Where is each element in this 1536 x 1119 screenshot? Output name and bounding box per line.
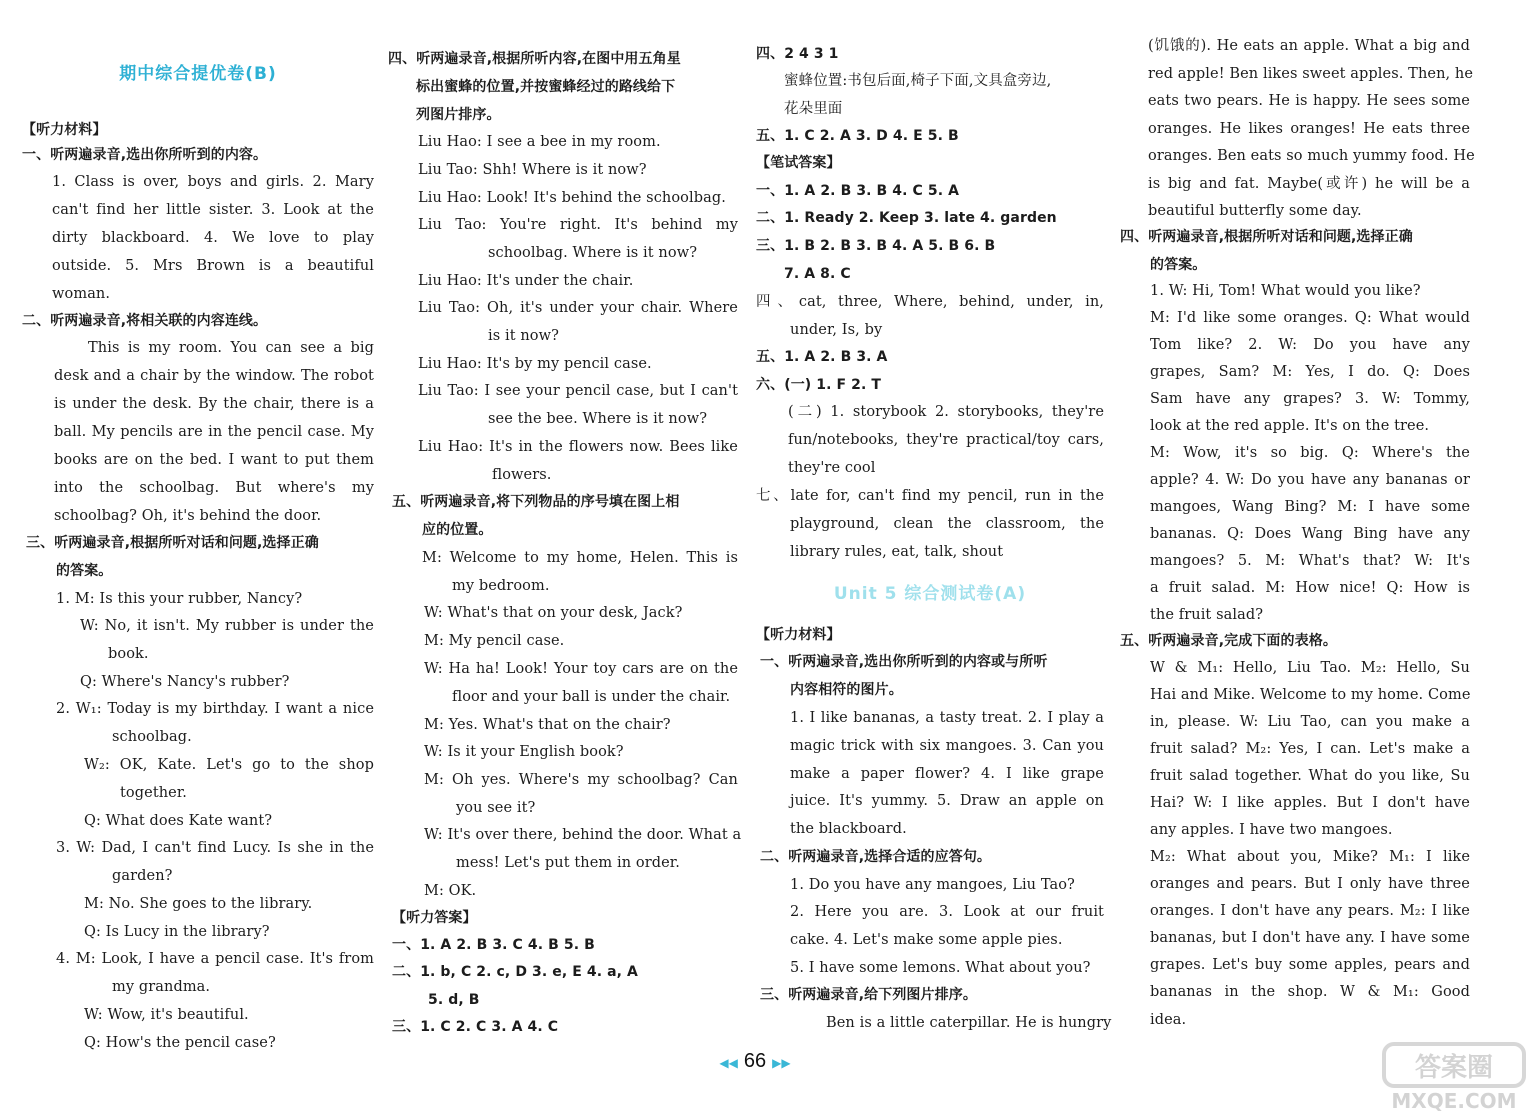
text-line: 1. I like bananas, a tasty treat. 2. I play a	[790, 710, 1104, 726]
prev-arrows-icon: ◀◀	[719, 1056, 738, 1070]
text-line: bananas, but I don't have any. I have some	[1150, 930, 1470, 946]
text-line: they're cool	[788, 460, 876, 476]
text-line: W: Is it your English book?	[424, 744, 624, 760]
section-heading: 的答案。	[56, 563, 113, 579]
text-line: dirty blackboard. 4. We love to play	[52, 230, 374, 246]
text-line: W: What's that on your desk, Jack?	[424, 605, 683, 621]
text-line: 5. I have some lemons. What about you?	[790, 960, 1091, 976]
text-line: W & M₁: Hello, Liu Tao. M₂: Hello, Su	[1150, 660, 1470, 676]
text-line: the fruit salad?	[1150, 607, 1264, 623]
text-line: W: Wow, it's beautiful.	[84, 1007, 249, 1023]
text-line: M: My pencil case.	[424, 633, 565, 649]
text-line: red apple! Ben likes sweet apples. Then, he	[1148, 66, 1474, 82]
text-line: grapes, Sam? M: Yes, I do. Q: Does	[1150, 364, 1470, 380]
text-line: 二、1. Ready 2. Keep 3. late 4. garden	[756, 210, 1057, 226]
text-line: 1. Do you have any mangoes, Liu Tao?	[790, 877, 1075, 893]
section-heading: 的答案。	[1150, 257, 1207, 273]
text-line: my bedroom.	[452, 578, 550, 594]
text-line: flowers.	[492, 467, 552, 483]
text-line: is under the desk. By the chair, there is a	[54, 396, 374, 412]
text-line: fun/notebooks, they're practical/toy cars,	[788, 432, 1104, 448]
text-line: 六、(一) 1. F 2. T	[756, 377, 882, 393]
text-line: Liu Hao: I see a bee in my room.	[418, 134, 661, 150]
text-line: 七、late for, can't find my pencil, run in the	[756, 488, 1104, 504]
text-line: beautiful butterfly some day.	[1148, 203, 1362, 219]
text-line: 五、1. A 2. B 3. A	[756, 349, 888, 365]
section-heading: 二、听两遍录音,选择合适的应答句。	[760, 849, 992, 865]
text-line: bananas. Q: Does Wang Bing have any	[1150, 526, 1470, 542]
text-line: W₂: OK, Kate. Let's go to the shop	[84, 757, 374, 773]
text-line: 2. Here you are. 3. Look at our fruit	[790, 904, 1104, 920]
text-line: schoolbag.	[112, 729, 192, 745]
text-line: 四、cat, three, Where, behind, under, in,	[756, 294, 1104, 310]
text-line: the blackboard.	[790, 821, 907, 837]
text-line: 三、1. B 2. B 3. B 4. A 5. B 6. B	[756, 238, 996, 254]
text-line: Liu Tao: Oh, it's under your chair. Where	[418, 300, 738, 316]
text-line: fruit salad? M₂: Yes, I can. Let's make a	[1150, 741, 1470, 757]
text-line: M: Yes. What's that on the chair?	[424, 717, 671, 733]
text-line: Liu Hao: Look! It's behind the schoolbag.	[418, 190, 726, 206]
text-line: is big and fat. Maybe(或许) he will be a	[1148, 176, 1470, 192]
text-line: woman.	[52, 286, 111, 302]
text-line: into the schoolbag. But where's my	[54, 480, 374, 496]
page-footer	[700, 1050, 810, 1080]
text-line: Hai? W: I like apples. But I don't have	[1150, 795, 1470, 811]
text-line: 7. A 8. C	[784, 266, 851, 282]
text-line: Ben is a little caterpillar. He is hungry	[826, 1015, 1112, 1031]
text-line: floor and your ball is under the chair.	[452, 689, 731, 705]
section-heading: 标出蜜蜂的位置,并按蜜蜂经过的路线给下	[416, 79, 676, 95]
text-line: 四、2 4 3 1	[756, 46, 839, 62]
text-line: Liu Hao: It's in the flowers now. Bees like	[418, 439, 738, 455]
page-number: 66	[743, 1050, 767, 1072]
text-line: magic trick with six mangoes. 3. Can you	[790, 738, 1104, 754]
text-line: any apples. I have two mangoes.	[1150, 822, 1393, 838]
text-line: (饥饿的). He eats an apple. What a big and	[1148, 38, 1470, 54]
text-line: 二、1. b, C 2. c, D 3. e, E 4. a, A	[392, 964, 638, 980]
text-line: M: Welcome to my home, Helen. This is	[422, 550, 738, 566]
text-line: W: It's over there, behind the door. What a	[424, 827, 742, 843]
section-heading: 【笔试答案】	[756, 155, 841, 171]
text-line: M: Oh yes. Where's my schoolbag? Can	[424, 772, 738, 788]
text-line: grapes. Let's buy some apples, pears and	[1150, 957, 1470, 973]
text-line: can't find her little sister. 3. Look at the	[52, 202, 374, 218]
text-line: ball. My pencils are in the pencil case. My	[54, 424, 374, 440]
text-line: Tom like? 2. W: Do you have any	[1150, 337, 1470, 353]
section-heading: 五、听两遍录音,完成下面的表格。	[1120, 633, 1337, 649]
text-line: 三、1. C 2. C 3. A 4. C	[392, 1019, 559, 1035]
text-line: Q: Where's Nancy's rubber?	[80, 674, 290, 690]
section-heading: 【听力答案】	[392, 910, 477, 926]
section-heading: 应的位置。	[422, 522, 493, 538]
section-heading: 五、听两遍录音,将下列物品的序号填在图上相	[392, 494, 680, 510]
text-line: This is my room. You can see a big	[88, 340, 374, 356]
text-line: eats two pears. He is happy. He sees some	[1148, 93, 1470, 109]
text-line: oranges. I don't have any pears. M₂: I like	[1150, 903, 1470, 919]
text-line: schoolbag? Oh, it's behind the door.	[54, 508, 322, 524]
text-line: oranges. He likes oranges! He eats three	[1148, 121, 1470, 137]
text-line: oranges and pears. But I only have three	[1150, 876, 1470, 892]
section-title: Unit 5 综合测试卷(A)	[833, 584, 1027, 604]
text-line: Q: What does Kate want?	[84, 813, 273, 829]
text-line: outside. 5. Mrs Brown is a beautiful	[52, 258, 374, 274]
next-arrows-icon: ▶▶	[772, 1056, 791, 1070]
text-line: Liu Tao: You're right. It's behind my	[418, 217, 738, 233]
section-heading: 一、听两遍录音,选出你所听到的内容。	[22, 147, 268, 163]
section-heading: 内容相符的图片。	[790, 682, 903, 698]
text-line: 4. M: Look, I have a pencil case. It's from	[56, 951, 374, 967]
text-line: is it now?	[488, 328, 560, 344]
text-line: Hai and Mike. Welcome to my home. Come	[1150, 687, 1471, 703]
text-line: 2. W₁: Today is my birthday. I want a nice	[56, 701, 374, 717]
text-line: apple? 4. W: Do you have any bananas or	[1150, 472, 1470, 488]
text-line: Liu Hao: It's under the chair.	[418, 273, 634, 289]
section-heading: 三、听两遍录音,给下列图片排序。	[760, 987, 977, 1003]
watermark-logo	[1378, 1040, 1528, 1114]
svg-text:MXQE.COM: MXQE.COM	[1391, 1089, 1517, 1113]
text-line: Liu Tao: Shh! Where is it now?	[418, 162, 647, 178]
text-line: juice. It's yummy. 5. Draw an apple on	[790, 793, 1104, 809]
text-line: desk and a chair by the window. The robot	[54, 368, 374, 384]
section-heading: 二、听两遍录音,将相关联的内容连线。	[22, 313, 268, 329]
text-line: a fruit salad. M: How nice! Q: How is	[1150, 580, 1470, 596]
text-line: 5. d, B	[428, 992, 480, 1008]
text-line: schoolbag. Where is it now?	[488, 245, 698, 261]
text-line: 一、1. A 2. B 3. B 4. C 5. A	[756, 183, 960, 199]
text-line: 花朵里面	[784, 101, 843, 117]
text-line: 3. W: Dad, I can't find Lucy. Is she in the	[56, 840, 374, 856]
text-line: W: Ha ha! Look! Your toy cars are on the	[424, 661, 738, 677]
text-line: library rules, eat, talk, shout	[790, 544, 1004, 560]
text-line: M: I'd like some oranges. Q: What would	[1150, 310, 1470, 326]
text-line: 1. W: Hi, Tom! What would you like?	[1150, 283, 1421, 299]
text-line: M: No. She goes to the library.	[84, 896, 313, 912]
text-line: M: Wow, it's so big. Q: Where's the	[1150, 445, 1470, 461]
text-line: my grandma.	[112, 979, 211, 995]
text-line: playground, clean the classroom, the	[790, 516, 1104, 532]
text-line: look at the red apple. It's on the tree.	[1150, 418, 1430, 434]
text-line: 1. Class is over, boys and girls. 2. Mary	[52, 174, 374, 190]
text-line: under, Is, by	[790, 322, 883, 338]
text-line: you see it?	[456, 800, 536, 816]
text-line: Q: Is Lucy in the library?	[84, 924, 270, 940]
section-heading: 【听力材料】	[22, 122, 107, 138]
text-line: book.	[108, 646, 149, 662]
text-line: (二) 1. storybook 2. storybooks, they're	[788, 404, 1104, 420]
text-line: mangoes, Wang Bing? M: I have some	[1150, 499, 1470, 515]
text-line: 1. M: Is this your rubber, Nancy?	[56, 591, 303, 607]
text-line: oranges. Ben eats so much yummy food. He	[1148, 148, 1475, 164]
text-line: 蜜蜂位置:书包后面,椅子下面,文具盒旁边,	[784, 73, 1052, 89]
text-line: M₂: What about you, Mike? M₁: I like	[1150, 849, 1470, 865]
text-line: Liu Tao: I see your pencil case, but I can't	[418, 383, 738, 399]
text-line: mangoes? 5. M: What's that? W: It's	[1150, 553, 1470, 569]
text-line: M: OK.	[424, 883, 477, 899]
text-line: Sam have any grapes? 3. W: Tommy,	[1150, 391, 1470, 407]
svg-text:答案圈: 答案圈	[1414, 1053, 1494, 1083]
text-line: see the bee. Where is it now?	[488, 411, 708, 427]
section-title: 期中综合提优卷(B)	[119, 64, 277, 84]
text-line: in, please. W: Liu Tao, can you make a	[1150, 714, 1470, 730]
text-line: fruit salad together. What do you like, Su	[1150, 768, 1470, 784]
section-heading: 【听力材料】	[756, 627, 841, 643]
text-line: Q: How's the pencil case?	[84, 1035, 276, 1051]
text-line: idea.	[1150, 1012, 1187, 1028]
section-heading: 三、听两遍录音,根据所听对话和问题,选择正确	[26, 535, 319, 551]
text-line: 一、1. A 2. B 3. C 4. B 5. B	[392, 937, 595, 953]
section-heading: 列图片排序。	[416, 107, 501, 123]
text-line: mess! Let's put them in order.	[456, 855, 680, 871]
section-heading: 四、听两遍录音,根据所听对话和问题,选择正确	[1120, 229, 1413, 245]
text-line: Liu Hao: It's by my pencil case.	[418, 356, 652, 372]
text-line: cake. 4. Let's make some apple pies.	[790, 932, 1063, 948]
section-heading: 一、听两遍录音,选出你所听到的内容或与所听	[760, 654, 1048, 670]
text-line: books are on the bed. I want to put them	[54, 452, 374, 468]
text-line: W: No, it isn't. My rubber is under the	[80, 618, 374, 634]
text-line: make a paper flower? 4. I like grape	[790, 766, 1104, 782]
text-line: together.	[120, 785, 188, 801]
text-line: 五、1. C 2. A 3. D 4. E 5. B	[756, 128, 959, 144]
text-line: garden?	[112, 868, 173, 884]
text-line: bananas in the shop. W & M₁: Good	[1150, 984, 1470, 1000]
section-heading: 四、听两遍录音,根据所听内容,在图中用五角星	[388, 51, 681, 67]
